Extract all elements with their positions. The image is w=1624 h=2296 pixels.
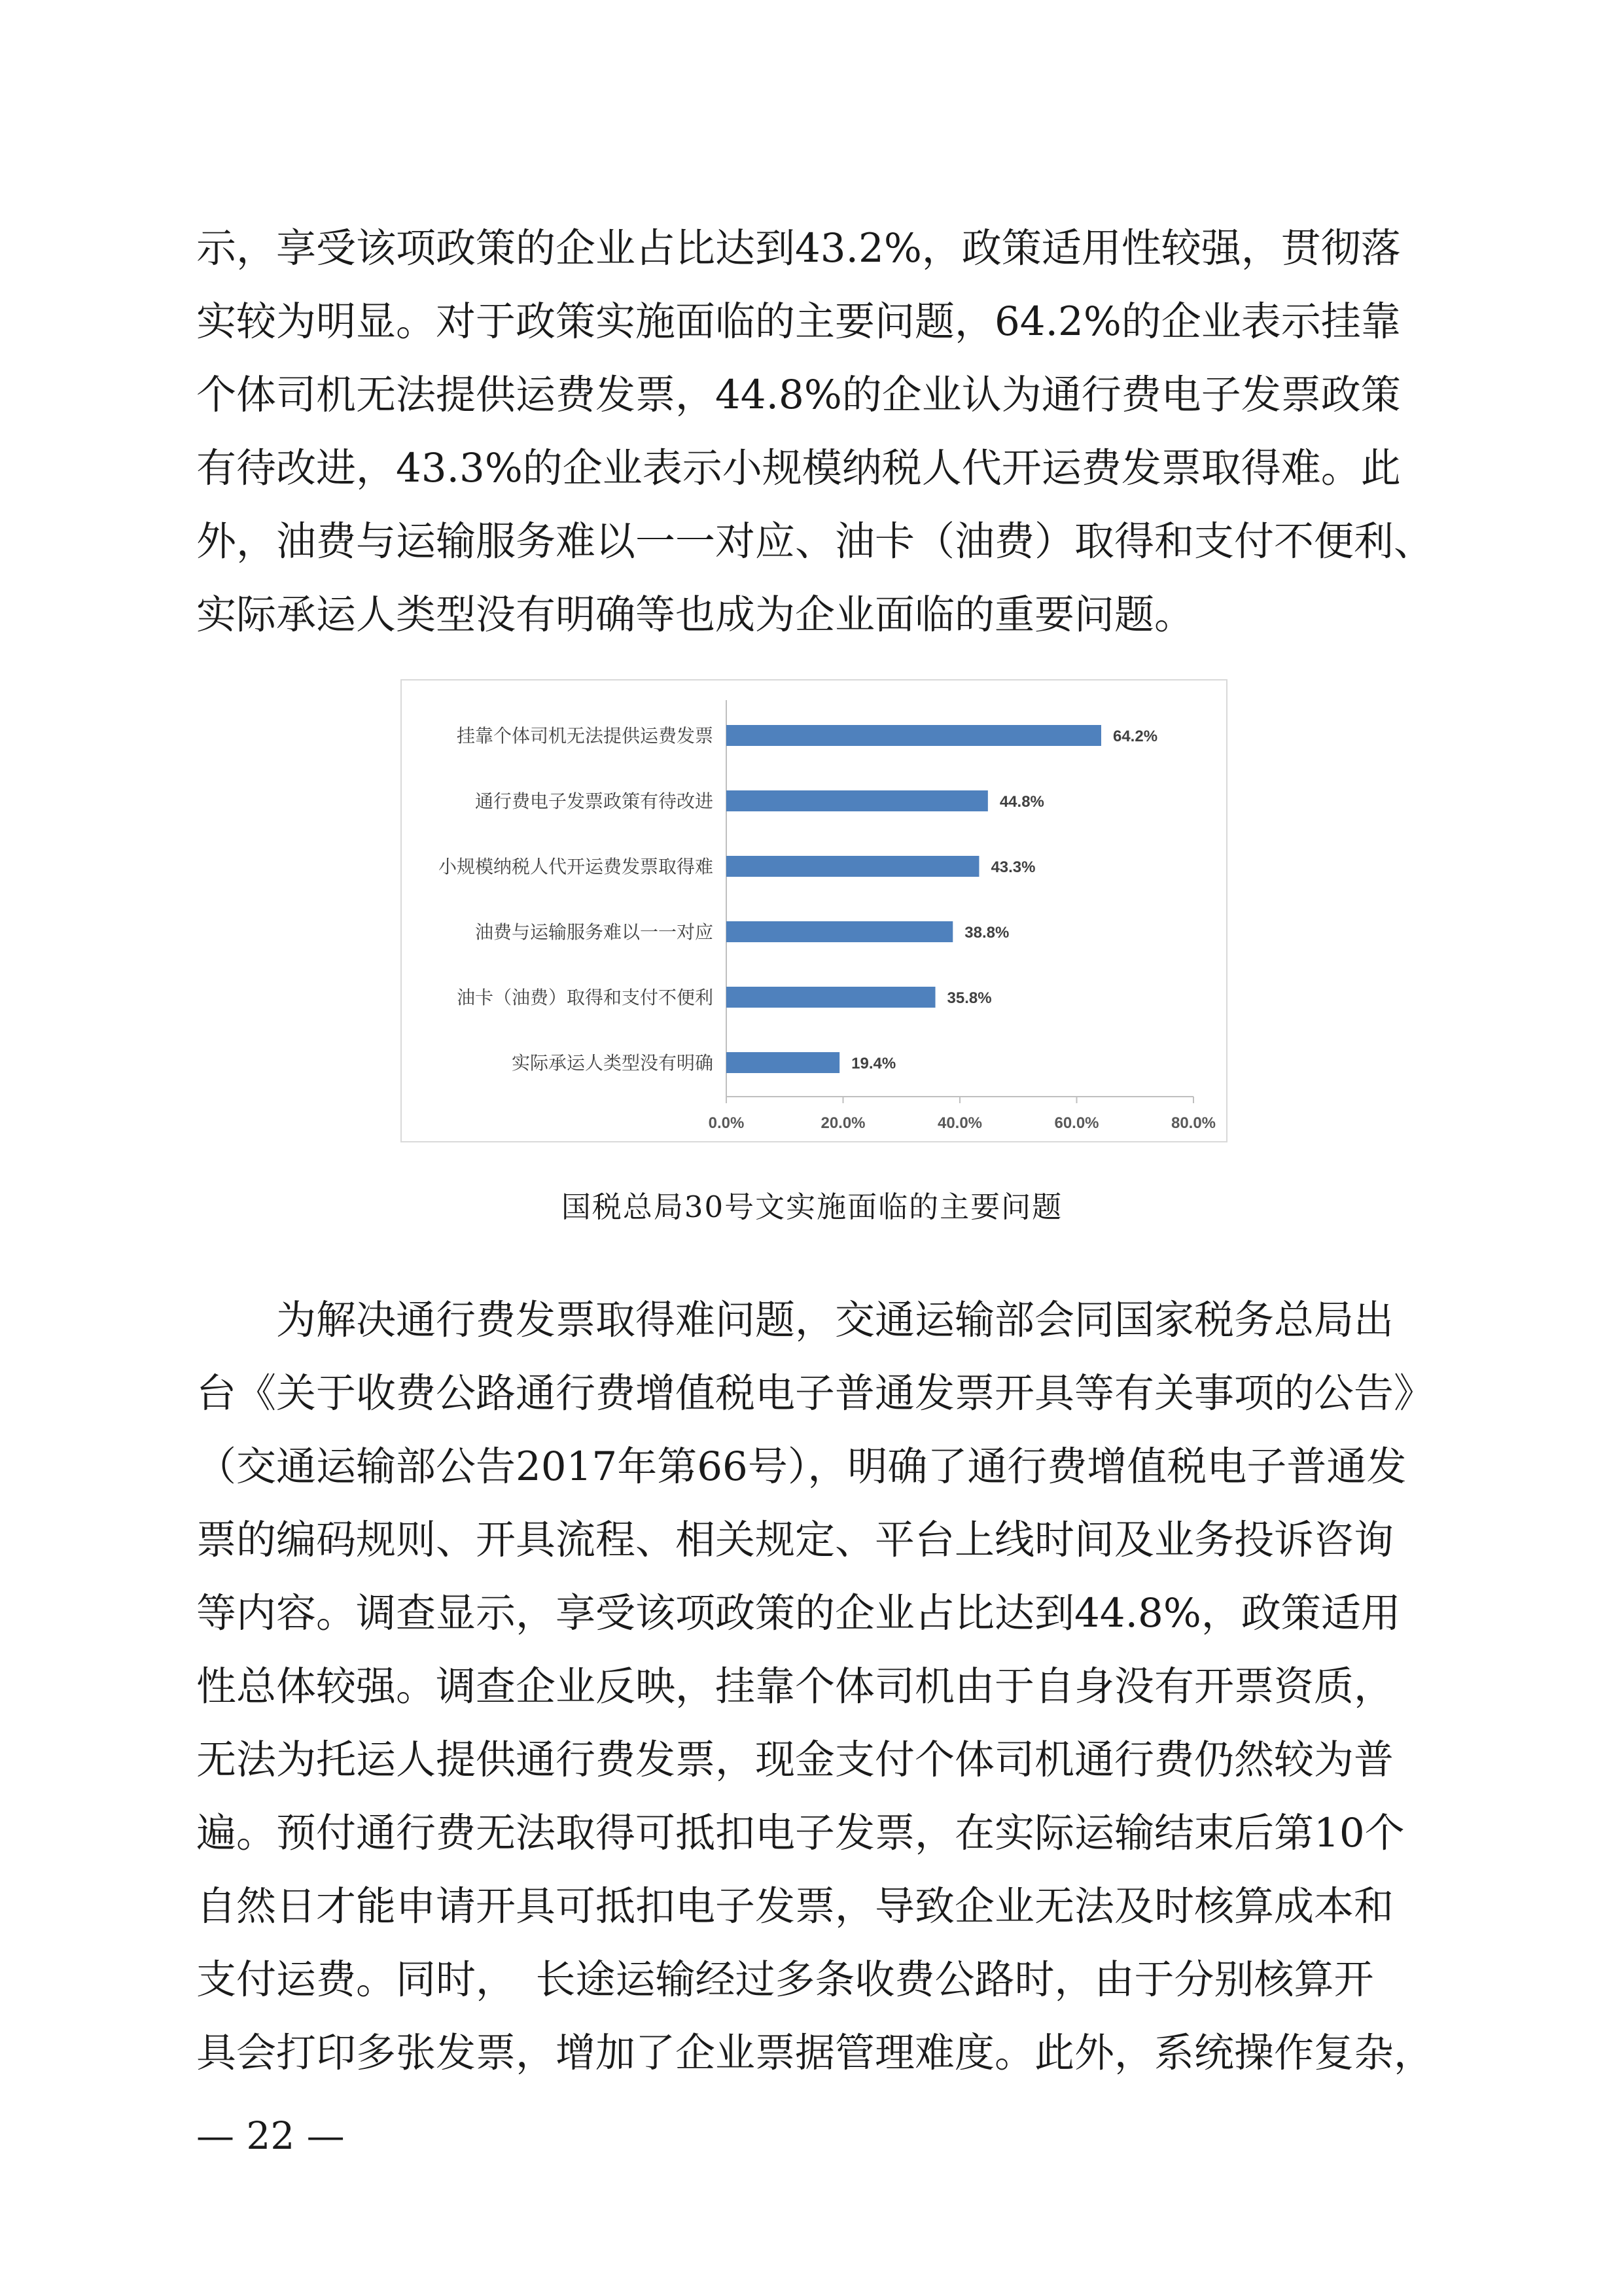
text-line: 自然日才能申请开具可抵扣电子发票，导致企业无法及时核算成本和: [196, 1883, 1394, 1930]
data-label: 35.8%: [947, 989, 992, 1007]
figure-caption: 国税总局30号文实施面临的主要问题: [561, 1190, 1063, 1224]
text-line: 实较为明显。对于政策实施面临的主要问题，64.2%的企业表示挂靠: [196, 298, 1401, 345]
body-paragraph-2: [196, 1284, 1433, 2090]
bar-5: [726, 987, 936, 1008]
text-line: 有待改进，43.3%的企业表示小规模纳税人代开运费发票取得难。此: [196, 445, 1401, 491]
x-tick-label: 60.0%: [1054, 1114, 1099, 1132]
bar-3: [726, 856, 979, 877]
bar-2: [726, 790, 988, 811]
text-line: 为解决通行费发票取得难问题，交通运输部会同国家税务总局出: [196, 1297, 1394, 1343]
data-label: 38.8%: [964, 924, 1010, 942]
bar-chart: [402, 680, 1226, 1141]
category-label: 小规模纳税人代开运费发票取得难: [438, 857, 713, 877]
category-label: 挂靠个体司机无法提供运费发票: [456, 726, 713, 746]
bar-4: [726, 921, 953, 942]
x-tick-label: 40.0%: [937, 1114, 983, 1132]
text-line: 个体司机无法提供运费发票，44.8%的企业认为通行费电子发票政策: [196, 372, 1401, 418]
text-line: 具会打印多张发票，增加了企业票据管理难度。此外，系统操作复杂，: [196, 2030, 1434, 2076]
text-line: 外，油费与运输服务难以一一对应、油卡（油费）取得和支付不便利、: [196, 518, 1434, 565]
category-label: 通行费电子发票政策有待改进: [474, 791, 713, 811]
text-line: 无法为托运人提供通行费发票，现金支付个体司机通行费仍然较为普: [196, 1737, 1394, 1783]
text-line: 支付运费。同时， 长途运输经过多条收费公路时，由于分别核算开: [196, 1956, 1374, 2003]
text-line: 示，享受该项政策的企业占比达到43.2%，政策适用性较强，贯彻落: [196, 225, 1401, 272]
text-line: 性总体较强。调查企业反映，挂靠个体司机由于自身没有开票资质，: [196, 1663, 1394, 1710]
data-label: 44.8%: [999, 793, 1044, 811]
data-label: 64.2%: [1112, 728, 1158, 745]
x-tick-label: 80.0%: [1171, 1114, 1216, 1132]
data-label: 43.3%: [991, 858, 1036, 876]
bar-6: [726, 1052, 839, 1073]
data-label: 19.4%: [851, 1055, 896, 1072]
page-number: — 22 —: [196, 2113, 345, 2158]
text-line: 遍。预付通行费无法取得可抵扣电子发票，在实际运输结束后第10个: [196, 1810, 1405, 1856]
text-line: 票的编码规则、开具流程、相关规定、平台上线时间及业务投诉咨询: [196, 1517, 1394, 1563]
body-paragraph-1: [196, 212, 1433, 652]
text-line: 等内容。调查显示，享受该项政策的企业占比达到44.8%，政策适用: [196, 1590, 1401, 1636]
text-line: 实际承运人类型没有明确等也成为企业面临的重要问题。: [196, 592, 1195, 638]
category-label: 油费与运输服务难以一一对应: [474, 922, 713, 942]
category-label: 油卡（油费）取得和支付不便利: [456, 987, 713, 1008]
text-line: （交通运输部公告2017年第66号），明确了通行费增值税电子普通发: [196, 1443, 1407, 1490]
text-line: 台《关于收费公路通行费增值税电子普通发票开具等有关事项的公告》: [196, 1370, 1434, 1417]
category-label: 实际承运人类型没有明确: [511, 1053, 713, 1073]
chart-frame: [400, 679, 1227, 1142]
bar-1: [726, 725, 1101, 746]
x-tick-label: 20.0%: [821, 1114, 866, 1132]
x-tick-label: 0.0%: [708, 1114, 745, 1132]
